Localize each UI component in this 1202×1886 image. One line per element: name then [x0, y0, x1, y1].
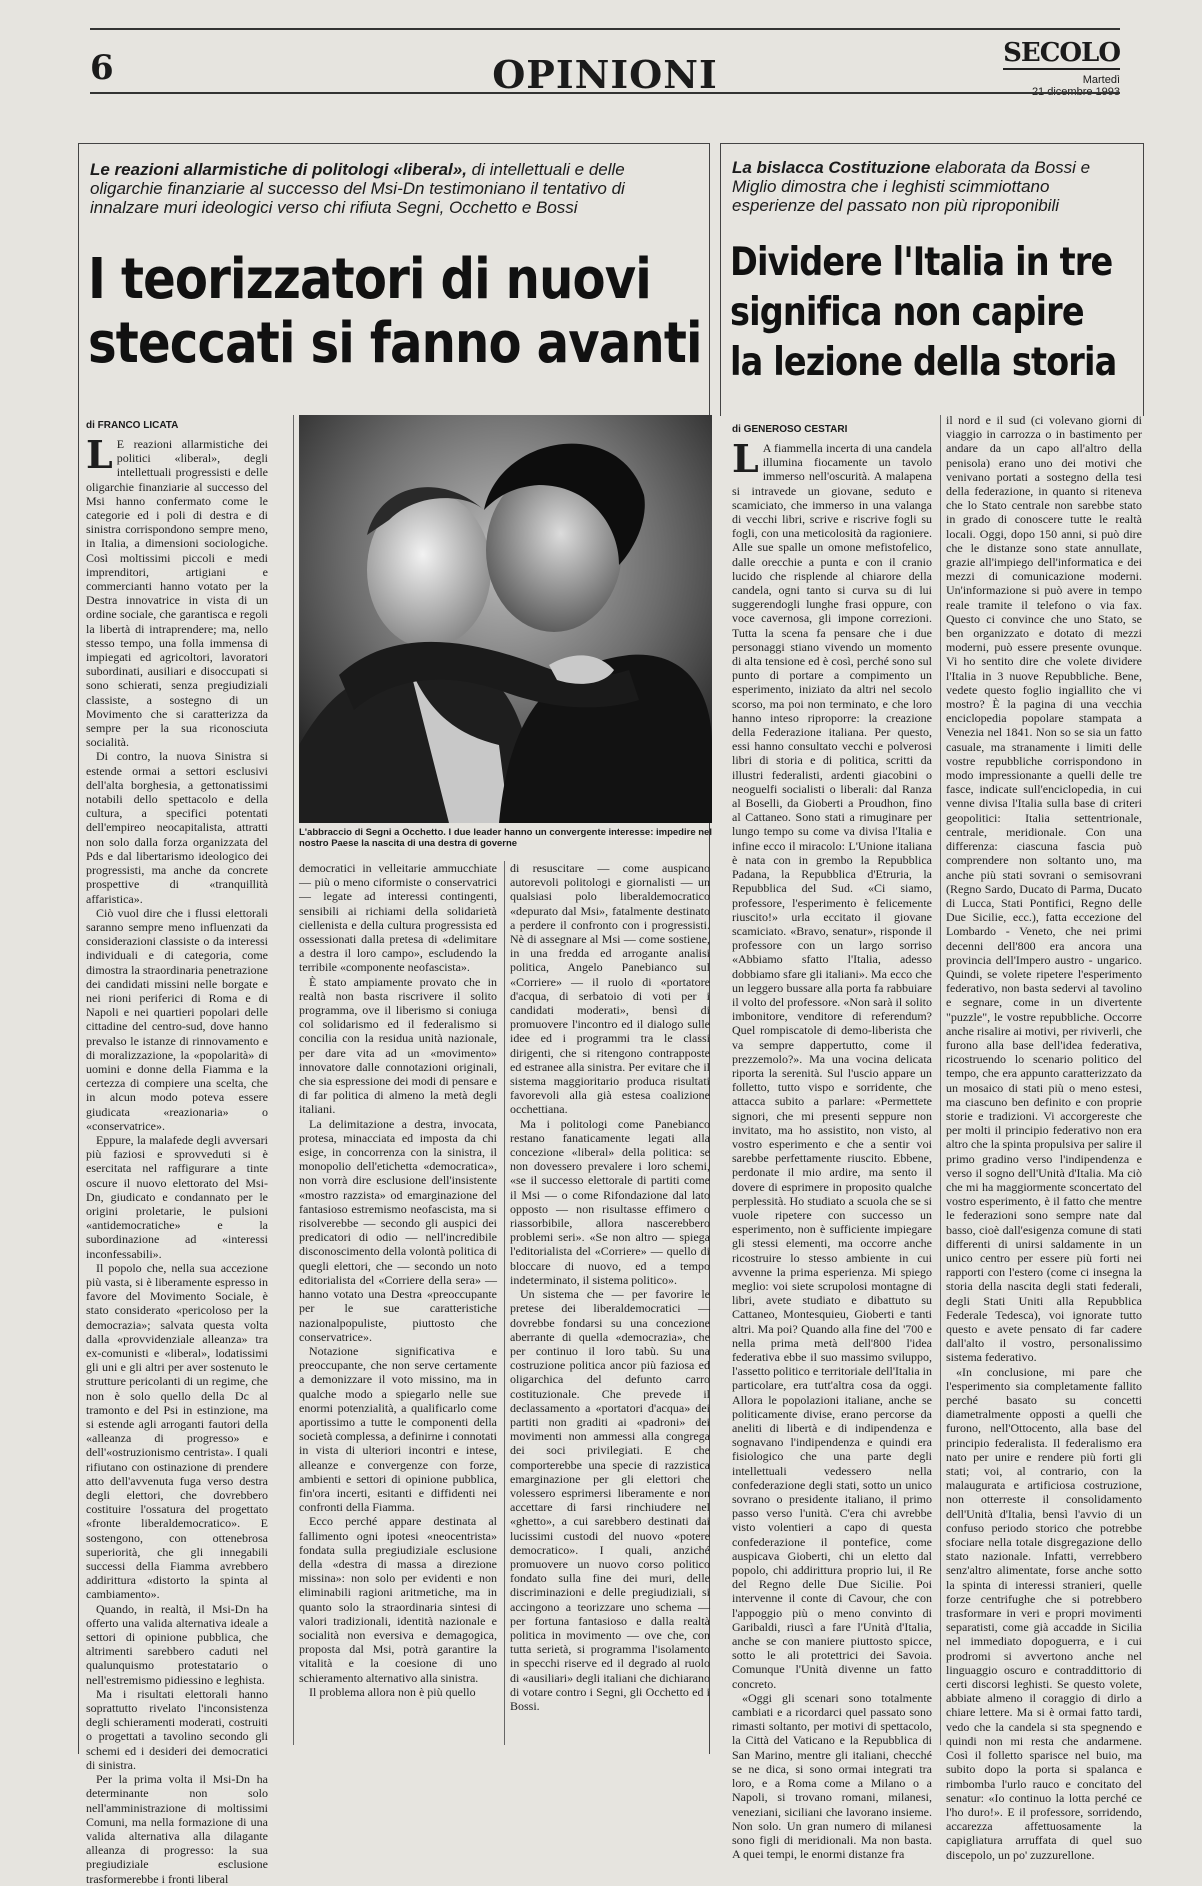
left-col1-paragraph: Eppure, la malafede degli avversari più faziosi e sprovveduti si è esercitata nel raffigurare a tinte oscure il nuovo elettorato del Msi-Dn, giudicato e condannato per le origini proletarie, le pulsioni «antidemocratiche» e la subordinazione ad «interessi inconfessabili». [86, 1132, 268, 1261]
right-headline-line-3: la lezione della storia [730, 340, 1117, 385]
left-article-column-2 [299, 861, 497, 1747]
left-dropcap: L [86, 432, 113, 477]
left-col2-paragraph: È stato ampiamente provato che in realtà non basta riscrivere il solito programma, ove il liberismo si coniuga col solidarismo ed il federalismo si concilia con la residua unità nazionale, per dare vita ad un «movimento» innovatore dalle connotazioni originali, che sia espressione dei modi di pensare e di far politica di almeno la metà degli italiani. [299, 974, 497, 1117]
issue-full-date: 21 dicembre 1993 [1031, 86, 1120, 98]
left-col2-paragraph: Il problema allora non è più quello [309, 1684, 476, 1699]
left-col2-paragraph: democratici in velleitarie ammucchiate — più o meno ciformiste o conservatrici — legate ad interessi contingenti, sensibili ai richiami della solidarietà ciellenista e della cultura progressista ed ossessionati dalla pretesa di «delimitare a destra il loro campo», escludendo la terribile «componente neofascista». [299, 861, 497, 975]
right-dropcap: L [732, 436, 759, 481]
right-kicker-lead: La bislacca Costituzione [732, 158, 931, 177]
right-col1-first-text: A fiammella incerta di una candela illumina fiocamente un tavolo immerso nell'oscurità. A malapena si intravede un giovane, seduto e scamiciato, che immerso in una valanga di vecchi libri, scrive e riscrive fogli su fogli, con una meticolosità da ragioniere. Alle sue spalle un omone mefistofelico, dalle orecchie a punta e con il cranio lucido che risplende al chiarore della candela, ogni tanto si curva su di lui suggerendogli lunghe frasi oppure, con voce cavernosa, gli impone correzioni. Tutta la scena fa pensare che i due personaggi stiano vivendo un momento di alta tensione ed è così, perché sono sul punto di portare a compimento un esperimento, iniziato da altri nel secolo scorso, ma poi non terminato, e che loro hanno inteso riproporre: la creazione della Federazione italiana. Per questo, essi hanno consultato vecchi e polverosi libri di storia e di politica, scritti da illustri federalisti, ardenti giacobini o neoguelfi socialisti o liberali: dal Ranza al Boselli, da Gioberti a Proudhon, fino al Cattaneo. Sono stati a rimuginare per lungo tempo su come va divisa l'Italia e infine ecco il miracolo: L'Unione italiana è nata con in grembo la Repubblica Padana, la Repubblica d'Etruria, la Repubblica del Sud. «Ci siamo, professore, l'esperimento è felicemente riuscito!» urla eccitato il giovane scamiciato. «Bravo, senatur», risponde il professore con un largo sorriso «Abbiamo sfatto l'Italia, adesso dobbiamo sfare gli italiani». Ma ecco che un leggero bussare alla porta fa rabbuiare il volto del professore. «Non sarà il solito imbonitore, venditore di referendum? Quel rompiscatole di demo-liberista che va sempre dappertutto, come il prezzemolo?». Ma una vocina delicata riporta la serenità. Sul l'uscio appare un folletto, tutto vispo e sorridente, che attacca subito a parlare: «Permettete signori, che mi presenti seppure non invitato, ma ho assistito, non visto, al vostro esperimento e che a sentir voi sarebbe perfettamente riuscito. Ebbene, perdonate il mio ardire, ma sento il dovere di esprimere in proposito qualche perplessità. Ho studiato a scuola che se si vuole ripetere con successo un esperimento, non è sufficiente impiegare gli stessi elementi, ma occorre anche ricostruire lo stesso ambiente in cui avvenne la prima esperienza. Mi spiego meglio: voi siete scrupolosi montagne di libri, avete studiato e dibattuto su Cattaneo, Montesquieu, Gioberti e tanti altri. Ma poi? Quando alla fine del '700 e nella prima metà dell'800 l'idea federativa ebbe il suo massimo sviluppo, l'assetto politico e territoriale dell'Italia in particolare, era tutt'altra cosa da oggi. Allora le popolazioni italiane, anche se politicamente divise, erano percorse da aneliti di libertà e di indipendenza e sognavano l'indipendenza e quindi era fisiologico che una parte degli intellettuali vedessero nella confederazione degli stati, sotto un unico sovrano o presidente italiano, il primo passo verso l'unità. C'era chi avrebbe visto volentieri a capo di questa confederazione il pontefice, come auspicava Gioberti, chi un eletto dal popolo, chi addirittura proprio lui, il Re del Regno delle Due Sicilie. Poi intervenne il conte di Cavour, che con l'appoggio più o meno convinto di Garibaldi, riuscì a fare l'Unità d'Italia, anche se con maniere piuttosto spicce, sotto le ali protettrici dei Savoia. Comunque l'Unità divenne un fatto concreto. [732, 441, 932, 1691]
right-col2-paragraph: il nord e il sud (ci volevano giorni di viaggio in carrozza o in bastimento per andare da un capo all'altro della penisola) erano uno dei motivi che venivano portati a sostegno della tesi della federazione, in quanto si riteneva che lo Stato centrale non sarebbe stato in grado di conoscere tutte le realtà locali. Oggi, dopo 150 anni, si può dire che le distanze sono state annullate, grazie all'impiego dell'informatica e dei mezzi di comunicazione moderni. Un'informazione si può avere in tempo reale tramite il telefono o via fax. Questo ci convince che uno Stato, se ben organizzato e dotato di mezzi moderni, può essere presente ovunque. Vi ho sentito dire che volete dividere l'Italia in 3 nuove Repubbliche. Bene, vedete questo foglio ingiallito che vi mostro? È la pagina di una vecchia enciclopedia popolare stampata a Venezia nel 1841. Non so se sia un fatto casuale, ma stranamente i limiti delle vostre repubbliche corrispondono in modo impressionante a quelli delle tre fasce, indicate sull'enciclopedia, in cui venne divisa l'Italia sulla base di criteri geopolitici: Italia settentrionale, centrale, meridionale. Con una differenza: ciascuna fascia può comprendere non soltanto uno, ma anche più stati sovrani o semisovrani (Regno Sardo, Ducato di Parma, Ducato di Lucca, Stati Pontifici, Regno delle Due Sicilie, ecc.), fatta eccezione del Lombardo - Veneto, che nei primi decenni dell'800 era ancora una provincia dell'Impero austro - ungarico. Quindi, se volete ripetere l'esperimento federativo, non basta sedervi al tavolino e segnare, come in un divertente "puzzle", le vostre repubbliche. Occorre anche risalire ai motivi, per riviverli, che furono alla base dell'idea federativa, ricostruendo lo scenario politico del tempo, che era appunto caratterizzato da un mosaico di stati più o meno estesi, ma ciascuno ben definito e con proprie storie e tradizioni. Vi accorgereste che per molti il principio federativo non era altro che la spinta propulsiva per salire il primo gradino verso l'indipendenza e verso il sogno dell'Unità d'Italia. Ma ciò che mi ha maggiormente sconcertato del vostro esperimento, è il fatto che mentre le federazioni sono sempre nate dal basso, cioè dall'esigenza comune di stati differenti di unirsi saldamente in un unico centro per essere più forti nei rapporti con l'estero (come ci insegna la storia della nascita degli stati federali, degli Stati Uniti alla Repubblica Federale Tedesca), voi ignorate tutto questo e avete pensato di far cadere dall'alto il vostro, personalissimo sistema federativo. [946, 413, 1142, 1365]
left-col3-paragraph: Un sistema che — per favorire le pretese dei liberaldemocratici — dovrebbe fondarsi su una concezione aberrante di quella «democrazia», che per continuo il loro tabù. Su una costruzione politica ancor più faziosa ed oligarchica del defunto carro costituzionale. Che prevede il declassamento a «portatori d'acqua» dei partiti non graditi ai «padroni» dei movimenti non ammessi alla congrega dei soci privilegiati. E che comporterebbe una specie di razzistica emarginazione per gli elettori che volessero esprimersi liberamente e non accettare di farsi rinchiudere nel «ghetto», a cui sarebbero destinati dai lucissimi custodi del nuovo «potere democratico». I quali, anziché promuovere un nuovo corso politico fondato sulla fine dei muri, delle discriminazioni e delle pregiudiziali, si accingono a teorizzare uno schema — per fortuna fantasioso e dalla realtà politica in movimento — ove che, con tutta serietà, si programma l'isolamento in specchi riserve ed il degrado al ruolo di «ausiliari» degli italiani che dichiarano di votare contro i Segni, gli Occhetto ed i Bossi. [510, 1287, 710, 1713]
left-col1-paragraph: Per la prima volta il Msi-Dn ha determinante non solo nell'amministrazione di moltissimi Comuni, ma nella formazione di una valida alternativa alla dilagante alleanza di progresso: la sua pregiudiziale esclusione trasformerebbe i fronti liberal [86, 1772, 268, 1886]
right-headline-line-1: Dividere l'Italia in tre [730, 240, 1113, 285]
issue-weekday: Martedì [1082, 74, 1120, 86]
left-col3-paragraph: Ma i politologi come Panebianco restano fanaticamente legati alla concezione «liberal» della politica: se non dovessero prevalere i loro schemi, «se il successo elettorale di partiti come il Msi — o come Rifondazione dal lato opposto — non risultasse effimero o riassorbibile, allora nascerebbero problemi seri». «Se non altro — spiega l'editorialista del «Corriere» — quello di bloccare di nuovo, ed a tempo indeterminato, il sistema politico». [510, 1116, 710, 1287]
right-article-column-2 [946, 413, 1142, 1862]
left-kicker-lead: Le reazioni allarmistiche di politologi «liberal», [90, 160, 467, 179]
issue-date [1032, 74, 1120, 98]
page-number: 6 [90, 48, 114, 88]
embrace-photo-illustration [299, 415, 712, 823]
column-divider [940, 415, 941, 1745]
left-col1-first-text: E reazioni allarmistiche dei politici «liberal», degli intellettuali progressisti e delle oligarchie finanziarie al successo del Msi hanno confermato come le categorie ed i poli di destra e di sinistra corrispondono sempre meno, in Italia, a dimensioni sociologiche. Così moltissimi piccoli e medi imprenditori, artigiani e commercianti hanno votato per la Destra innovatrice in vista di un ordine sociale, che garantisca e regoli la libertà di intraprendere; ma, nello stesso tempo, una folla immensa di impiegati ed agricoltori, lavoratori subordinati, ausiliari e disoccupati si sono schierati, senza pregiudiziali classiste, a sostegno di un Movimento che si caratterizza da sempre per la sua riconosciuta socialità. [86, 437, 268, 750]
left-col2-paragraph: Notazione significativa e preoccupante, che non serve certamente a demonizzare il voto missino, ma in qualche modo a spiegarlo nelle sue enormi potenzialità, a qualificarlo come aportissimo a tutte le componenti della società complessa, a definirne i connotati in vista di ulteriori incontri e intese, alleanze e convergenze con forze, ambienti e settori di opinione pubblica, fin'ora incerti, esitanti e diffidenti nei confronti della Fiamma. [299, 1343, 497, 1515]
left-headline-line-1: I teorizzatori di nuovi [88, 247, 651, 312]
left-article-column-1 [86, 432, 268, 1886]
newspaper-logo: SECOLO [1003, 38, 1120, 68]
right-col1-first-paragraph [732, 436, 932, 1691]
left-col1-first-paragraph [86, 432, 268, 750]
left-col1-paragraph: Ciò vuol dire che i flussi elettorali saranno sempre meno influenzati da considerazioni classiste o da interessi individuali e di categoria, come dimostra la straordinaria penetrazione dei candidati missini nelle borgate e nei rioni periferici di Roma e di Napoli e nei quartieri popolari delle cittadine del centro-sud, dove hanno prevalso le istanze di rinnovamento e di moralizzazione, la «popolarità» di uomini e donne della Fiamma e la certezza di compiere una scelta, che in alcun modo poteva essere giudicata «reazionaria» o «conservatrice». [86, 905, 268, 1133]
masthead [90, 30, 1120, 98]
left-col1-paragraph: Di contro, la nuova Sinistra si estende ormai a settori esclusivi dell'alta borghesia, a gettonatissimi notabili dello spettacolo e della cultura, a specifici potentati dell'empireo neocapitalista, attratti non solo dalla forza organizzata del Pds e dal libertarismo ideologico dei progressisti, ma anche da concrete prospettive di «tranquillità affaristica». [86, 749, 268, 906]
left-photo-caption: L'abbraccio di Segni a Occhetto. I due leader hanno un convergente interesse: impedire nel nostro Paese la nascita di una destra di governe [299, 827, 712, 849]
left-col1-paragraph: Il popolo che, nella sua accezione più vasta, si è liberamente espresso in favore del Movimento Sociale, è stato considerato «pericoloso per la democrazia»; salvata questa volta dalla «provvidenziale alleanza» tra ex-comunisti e «liberal», lodatissimi gli uni e gli altri per aver sostenuto le strutture pericolanti di un regime, che non è solo quello della Dc al tramonto e del Psi in estinzione, ma si estende agli arroganti fautori della «alleanza di progresso» e dell'«ostruzionismo centrista». I quali rifiutano con ostinazione di prendere atto dell'avvenuta fuga verso destra degli elettori, che dovrebbero costituire l'ossatura del progettato «fronte liberaldemocratico». E sostengono, con ottenebrosa superiorità, che gli innegabili successi della Fiamma avrebbero addirittura «distorto la spinta al cambiamento». [86, 1260, 268, 1602]
left-kicker-rest: di intellettuali e delle oligarchie finanziarie al successo del Msi-Dn testimoniano il tentativo di innalzare muri ideologici verso chi rifiuta Segni, Occhetto e Bossi [90, 160, 625, 217]
left-col3-paragraph: di resuscitare — come auspicano autorevoli politologi e giornalisti — un qualsiasi polo liberaldemocratico «depurato dal Msi», fatalmente destinato a perdere il confronto con i progressisti. Nè di assegnare al Msi — come sostiene, in una fredda ed arrogante analisi politica, Angelo Panebianco sul «Corriere» — il ruolo di «portatore d'acqua, di serbatoio di voti per i candidati moderati», bensì di promuovere l'incontro ed il dialogo sulle idee ed i programmi tra le classi dirigenti, che si ritengono contrapposte ed estranee alla sinistra. Per evitare che il sistema maggioritario produca risultati favorevoli alla già estesa coalizione occhettiana. [510, 861, 710, 1117]
right-article-column-1 [732, 436, 932, 1862]
left-byline: di FRANCO LICATA [86, 420, 179, 431]
column-divider [504, 861, 505, 1745]
left-col1-paragraph: Quando, in realtà, il Msi-Dn ha offerto una valida alternativa ideale a settori di opinione pubblica, che altrimenti sarebbero caduti nel qualunquismo protestatario o nell'estremismo pidiessino e leghista. [86, 1601, 268, 1687]
left-col2-paragraph: Ecco perché appare destinata al fallimento ogni ipotesi «neocentrista» fondata sulla pregiudiziale esclusione della «destra di massa a direzione missina»: non solo per evidenti e non eliminabili ragioni aritmetiche, ma in quanto solo la straordinaria sintesi di valori tradizionali, identità nazionale e socialità non eversiva e demagogica, proposta dal Msi, potrà garantire la vitalità e la coesione di uno schieramento alternativo alla sinistra. [299, 1514, 497, 1685]
left-article-kicker [90, 160, 650, 217]
right-article-kicker [732, 158, 1102, 215]
left-col2-paragraph: La delimitazione a destra, invocata, protesa, minacciata ed imposta da chi esige, in concorrenza con la sinistra, il monopolio dell'etichetta «democratica», non vorrà dire esclusione dell'insistente «mostro razzista» od emarginazione del fantasioso estremismo neofascista, ma si risolverebbe — secondo gli auspici dei predicatori di odio — nell'incredibile disconoscimento della volontà politica di quegli elettori, che — secondo un noto editorialista del «Corriere della sera» — hanno votato una Destra «preoccupante per le sue caratteristiche nazionalpopuliste, piuttosto che conservatrice». [299, 1116, 497, 1344]
right-headline-line-2: significa non capire [730, 290, 1084, 335]
right-byline: di GENEROSO CESTARI [732, 424, 848, 435]
left-col1-paragraph: Ma i risultati elettorali hanno soprattutto rivelato l'inconsistenza degli schieramenti moderati, costruiti o progettati a tavolino secondo gli schemi ed i desideri dei democratici di sinistra. [86, 1686, 268, 1772]
masthead-rule [90, 92, 1120, 94]
left-article-column-3 [510, 861, 710, 1747]
right-col2-paragraph: «In conclusione, mi pare che l'esperimento sia completamente fallito perché basato su concetti diametralmente opposti a quelli che furono, nell'Ottocento, alla base del principio federalista. Il federalismo era nato per unire e rendere più forti gli stati; voi, al contrario, con la malaugurata e artificiosa costruzione, non otterreste il consolidamento dell'Unità d'Italia, bensì l'avvio di un confuso periodo storico che potrebbe sfociare nella totale disgregazione dello stato nazionale. Infatti, verrebbero senz'altro alimentate, forse anche sotto la spinta di interessi stranieri, quelle forze centrifughe che si potrebbero trasformare in veri e propri movimenti separatisti, come già accadde in Sicilia nel immediato dopoguerra, e i cui prodromi si avvertono anche nel linguaggio oscuro e contraddittorio di certi discorsi leghisti. Se questo volete, abbiate almeno il coraggio di dirlo a chiare lettere. Ma si è ormai fatto tardi, vedo che la candela si sta spegnendo e quindi non mi resta che andarmene. Così il folletto sparisce nel buio, ma subito dopo la porta si spalanca e rimbomba l'urlo rauco e concitato del senatur: «Io continuo la lotta perché ce l'ho duro!». E il professore, sorridendo, accarezza affettuosamente la capigliatura arruffata di quel suo discepolo, un po' zuzzurellone. [946, 1364, 1142, 1862]
section-title: OPINIONI [492, 52, 718, 97]
right-col1-paragraph: «Oggi gli scenari sono totalmente cambiati e a ricordarci quel passato sono rimasti soltanto, per motivi di spettacolo, la Città del Vaticano e la Repubblica di San Marino, mentre gli italiani, checché se ne dica, si sono ormai integrati tra loro, e a Roma come a Milano o a Napoli, si trovano romani, milanesi, veneziani, siciliani che lavorano insieme. Non solo. Un gran numero di milanesi sono figli di meridionali. Ma non basta. A quei tempi, le enormi distanze fra [732, 1690, 932, 1862]
left-headline-line-2: steccati si fanno avanti [88, 311, 702, 376]
column-divider [293, 415, 294, 1745]
right-kicker-rest: elaborata da Bossi e Miglio dimostra che i leghisti scimmiottano esperienze del passato non più riproponibili [732, 158, 1091, 215]
left-article-photo [299, 415, 712, 823]
